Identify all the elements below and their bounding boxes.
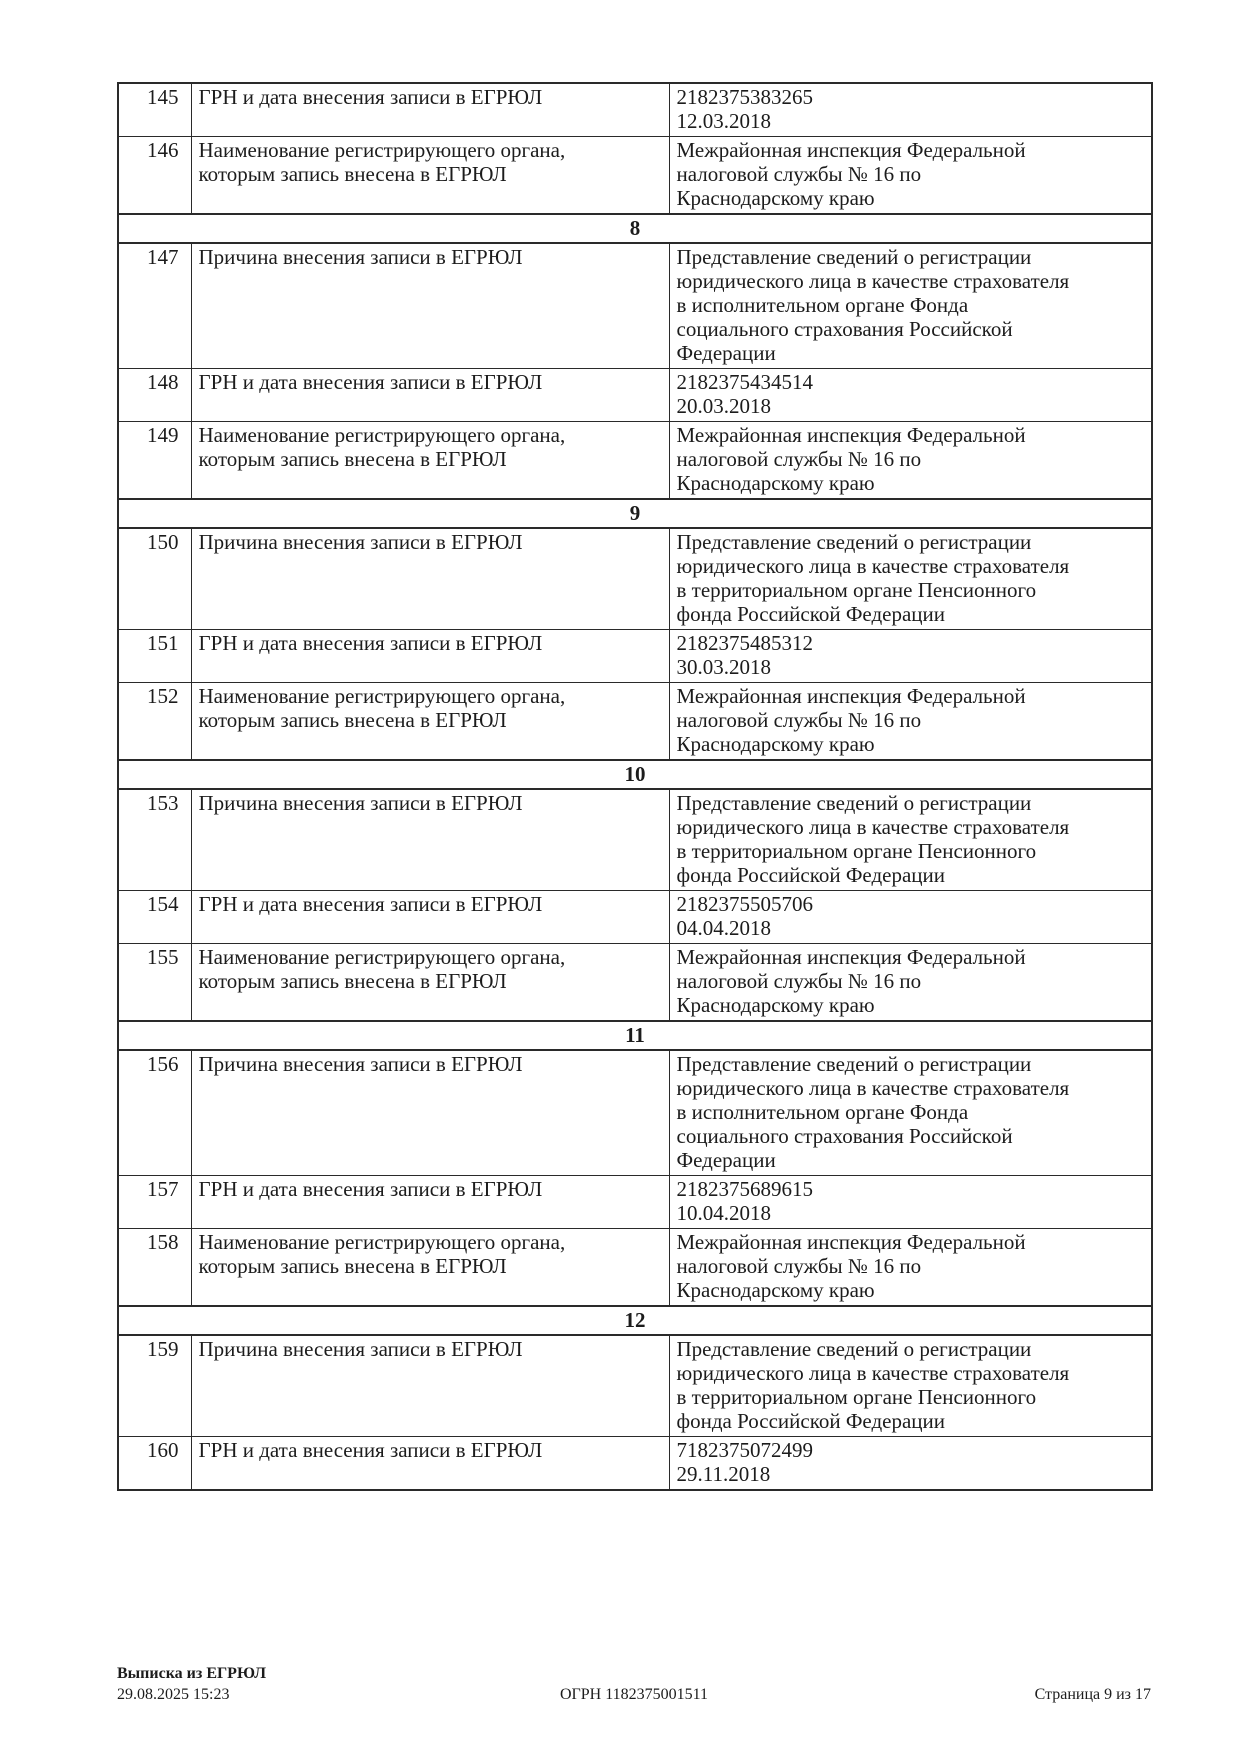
text-line: 29.11.2018 <box>676 1462 771 1486</box>
text-line: Краснодарскому краю <box>676 1278 875 1302</box>
table-row <box>118 422 1152 500</box>
text-line: фонда Российской Федерации <box>676 1409 946 1433</box>
row-number: 147 <box>118 243 191 369</box>
footer-ogrn: ОГРН 1182375001511 <box>559 1686 709 1703</box>
text-line: Наименование регистрирующего органа, <box>198 138 566 162</box>
text-line: 2182375505706 <box>676 892 813 916</box>
table-row <box>118 630 1152 683</box>
text-line: Представление сведений о регистрации <box>676 245 1032 269</box>
field-name <box>191 789 669 891</box>
text-line: Краснодарскому краю <box>676 186 875 210</box>
table-row <box>118 789 1152 891</box>
text-line: ГРН и дата внесения записи в ЕГРЮЛ <box>198 1438 543 1462</box>
text-line: фонда Российской Федерации <box>676 602 946 626</box>
field-name <box>191 683 669 761</box>
row-number: 145 <box>118 83 191 137</box>
text-line: фонда Российской Федерации <box>676 863 946 887</box>
row-number: 154 <box>118 891 191 944</box>
text-line: юридического лица в качестве страхователя <box>676 554 1070 578</box>
table-row <box>118 243 1152 369</box>
text-line: Причина внесения записи в ЕГРЮЛ <box>198 1052 523 1076</box>
text-line: Причина внесения записи в ЕГРЮЛ <box>198 530 523 554</box>
field-name <box>191 630 669 683</box>
text-line: налоговой службы № 16 по <box>676 969 922 993</box>
row-number: 155 <box>118 944 191 1022</box>
field-name <box>191 1335 669 1437</box>
text-line: ГРН и дата внесения записи в ЕГРЮЛ <box>198 85 543 109</box>
field-value <box>669 1335 1152 1437</box>
text-line: Наименование регистрирующего органа, <box>198 1230 566 1254</box>
field-value <box>669 83 1152 137</box>
text-line: Краснодарскому краю <box>676 993 875 1017</box>
text-line: в исполнительном органе Фонда <box>676 1100 969 1124</box>
field-value <box>669 1229 1152 1307</box>
text-line: Представление сведений о регистрации <box>676 791 1032 815</box>
text-line: ГРН и дата внесения записи в ЕГРЮЛ <box>198 1177 543 1201</box>
table-row <box>118 1050 1152 1176</box>
text-line: ГРН и дата внесения записи в ЕГРЮЛ <box>198 892 543 916</box>
field-value <box>669 1050 1152 1176</box>
row-number: 157 <box>118 1176 191 1229</box>
field-value <box>669 528 1152 630</box>
field-value <box>669 891 1152 944</box>
text-line: в исполнительном органе Фонда <box>676 293 969 317</box>
field-name <box>191 944 669 1022</box>
text-line: Причина внесения записи в ЕГРЮЛ <box>198 791 523 815</box>
text-line: социального страхования Российской <box>676 317 1013 341</box>
field-value <box>669 369 1152 422</box>
text-line: которым запись внесена в ЕГРЮЛ <box>198 708 507 732</box>
field-name <box>191 1050 669 1176</box>
text-line: Федерации <box>676 1148 776 1172</box>
text-line: Представление сведений о регистрации <box>676 1337 1032 1361</box>
row-number: 160 <box>118 1437 191 1491</box>
field-name <box>191 422 669 500</box>
row-number: 150 <box>118 528 191 630</box>
text-line: Краснодарскому краю <box>676 471 875 495</box>
text-line: Краснодарскому краю <box>676 732 875 756</box>
section-number: 12 <box>118 1306 1152 1335</box>
text-line: 2182375485312 <box>676 631 813 655</box>
section-row <box>118 1306 1152 1335</box>
text-line: в территориальном органе Пенсионного <box>676 1385 1037 1409</box>
text-line: ГРН и дата внесения записи в ЕГРЮЛ <box>198 370 543 394</box>
section-row <box>118 499 1152 528</box>
text-line: Межрайонная инспекция Федеральной <box>676 945 1026 969</box>
field-name <box>191 1176 669 1229</box>
table-row <box>118 528 1152 630</box>
field-value <box>669 789 1152 891</box>
text-line: Наименование регистрирующего органа, <box>198 945 566 969</box>
table-row <box>118 683 1152 761</box>
field-name <box>191 369 669 422</box>
field-value <box>669 683 1152 761</box>
text-line: 20.03.2018 <box>676 394 771 418</box>
text-line: Межрайонная инспекция Федеральной <box>676 1230 1026 1254</box>
row-number: 149 <box>118 422 191 500</box>
text-line: которым запись внесена в ЕГРЮЛ <box>198 162 507 186</box>
text-line: которым запись внесена в ЕГРЮЛ <box>198 447 507 471</box>
row-number: 148 <box>118 369 191 422</box>
text-line: 2182375689615 <box>676 1177 813 1201</box>
section-row <box>118 214 1152 243</box>
text-line: налоговой службы № 16 по <box>676 1254 922 1278</box>
row-number: 156 <box>118 1050 191 1176</box>
text-line: которым запись внесена в ЕГРЮЛ <box>198 969 507 993</box>
table-row <box>118 1335 1152 1437</box>
footer-datetime: 29.08.2025 15:23 <box>117 1686 230 1703</box>
table-row <box>118 369 1152 422</box>
field-value <box>669 243 1152 369</box>
table-row <box>118 1437 1152 1491</box>
footer-page-number: Страница 9 из 17 <box>1034 1686 1151 1703</box>
text-line: Представление сведений о регистрации <box>676 530 1032 554</box>
table-row <box>118 137 1152 215</box>
text-line: налоговой службы № 16 по <box>676 162 922 186</box>
footer-doc-title: Выписка из ЕГРЮЛ <box>117 1665 267 1682</box>
text-line: Межрайонная инспекция Федеральной <box>676 138 1026 162</box>
text-line: ГРН и дата внесения записи в ЕГРЮЛ <box>198 631 543 655</box>
text-line: Представление сведений о регистрации <box>676 1052 1032 1076</box>
text-line: 04.04.2018 <box>676 916 771 940</box>
field-name <box>191 1437 669 1491</box>
field-name <box>191 528 669 630</box>
text-line: 7182375072499 <box>676 1438 813 1462</box>
section-row <box>118 1021 1152 1050</box>
text-line: которым запись внесена в ЕГРЮЛ <box>198 1254 507 1278</box>
text-line: юридического лица в качестве страхователя <box>676 269 1070 293</box>
text-line: Наименование регистрирующего органа, <box>198 684 566 708</box>
field-name <box>191 891 669 944</box>
row-number: 158 <box>118 1229 191 1307</box>
row-number: 151 <box>118 630 191 683</box>
egrul-table-body <box>118 83 1152 1490</box>
table-row <box>118 1176 1152 1229</box>
table-row <box>118 891 1152 944</box>
row-number: 146 <box>118 137 191 215</box>
table-row <box>118 83 1152 137</box>
text-line: Причина внесения записи в ЕГРЮЛ <box>198 245 523 269</box>
text-line: налоговой службы № 16 по <box>676 447 922 471</box>
field-value <box>669 630 1152 683</box>
text-line: в территориальном органе Пенсионного <box>676 839 1037 863</box>
field-value <box>669 422 1152 500</box>
text-line: в территориальном органе Пенсионного <box>676 578 1037 602</box>
text-line: социального страхования Российской <box>676 1124 1013 1148</box>
text-line: 2182375383265 <box>676 85 813 109</box>
field-name <box>191 137 669 215</box>
field-name <box>191 1229 669 1307</box>
page-footer <box>117 1663 1151 1705</box>
text-line: Межрайонная инспекция Федеральной <box>676 684 1026 708</box>
text-line: 2182375434514 <box>676 370 813 394</box>
text-line: Федерации <box>676 341 776 365</box>
text-line: Причина внесения записи в ЕГРЮЛ <box>198 1337 523 1361</box>
text-line: 12.03.2018 <box>676 109 771 133</box>
table-row <box>118 944 1152 1022</box>
table-row <box>118 1229 1152 1307</box>
section-number: 9 <box>118 499 1152 528</box>
section-number: 11 <box>118 1021 1152 1050</box>
row-number: 153 <box>118 789 191 891</box>
egrul-extract-table <box>117 82 1153 1491</box>
field-name <box>191 83 669 137</box>
row-number: 152 <box>118 683 191 761</box>
text-line: налоговой службы № 16 по <box>676 708 922 732</box>
text-line: Межрайонная инспекция Федеральной <box>676 423 1026 447</box>
text-line: Наименование регистрирующего органа, <box>198 423 566 447</box>
text-line: юридического лица в качестве страхователя <box>676 1076 1070 1100</box>
text-line: 30.03.2018 <box>676 655 771 679</box>
field-value <box>669 1437 1152 1491</box>
text-line: 10.04.2018 <box>676 1201 771 1225</box>
section-number: 8 <box>118 214 1152 243</box>
field-value <box>669 1176 1152 1229</box>
field-value <box>669 137 1152 215</box>
footer-bottom-row <box>117 1684 1151 1705</box>
section-number: 10 <box>118 760 1152 789</box>
text-line: юридического лица в качестве страхователя <box>676 815 1070 839</box>
text-line: юридического лица в качестве страхователя <box>676 1361 1070 1385</box>
row-number: 159 <box>118 1335 191 1437</box>
field-name <box>191 243 669 369</box>
field-value <box>669 944 1152 1022</box>
section-row <box>118 760 1152 789</box>
